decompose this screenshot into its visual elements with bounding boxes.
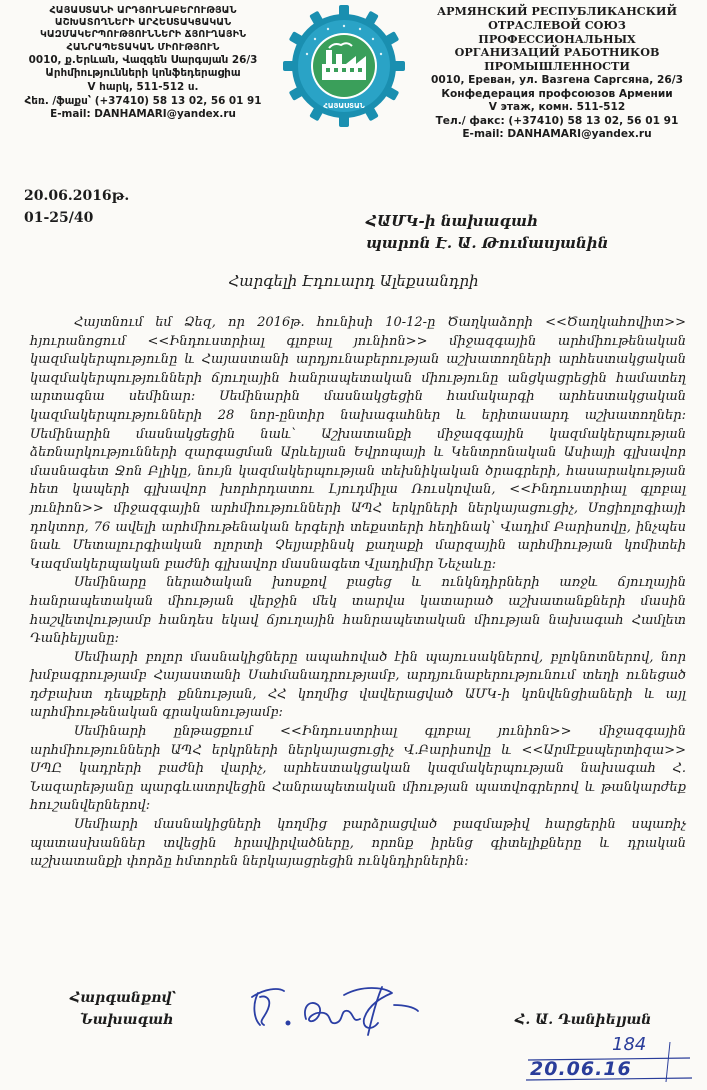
closing-title: Նախագահ — [80, 1012, 174, 1028]
emblem-ring-text: ՀԱՅԱՍՏԱՆ — [323, 102, 365, 110]
stamp-number: 184 — [612, 1034, 647, 1055]
phone-fax: Тел./ факс: (+37410) 58 13 02, 56 01 91 — [435, 114, 679, 127]
reference-number: 01-25/40 — [24, 210, 94, 226]
letter-date: 20.06.2016թ. — [24, 188, 130, 204]
stamp-date: 20.06.16 — [530, 1058, 632, 1080]
org-name-line: ՀԱՆՐԱՊԵՏԱԿԱՆ ՄԻՈՒԹՅՈՒՆ — [66, 41, 220, 53]
handwritten-signature — [244, 975, 424, 1045]
closing-regards: Հարգանքով՝ — [70, 990, 177, 1006]
email: E-mail: DANHAMARI@yandex.ru — [462, 128, 652, 141]
addressee-title: ՀԱՄԿ-ի նախագահ — [366, 212, 539, 230]
address: 0010, ք.Երևան, Վազգեն Սարգսյան 26/3 — [28, 53, 258, 66]
floor: V հարկ, 511-512 ս. — [87, 81, 199, 93]
body-paragraph: Սեմիարի մասնակիցների կողմից բարձրացված բազմաթիվ հարցերին սպառիչ պատասխաններ տվեցին հրավիրվածները, որոնք իրենց գիտելիքները և դրական աշխատանքի փորձը հմտորեն ներկայացրեցին ունկնդիրներին: — [30, 817, 686, 870]
org-name-line: ԿԱԶՄԱԿԵՐՊՈՒԹՅՈՒՆՆԵՐԻ ՃՅՈՒՂԱՅԻՆ — [39, 29, 247, 41]
org-name-line: ՀԱՅԱՍՏԱՆԻ ԱՐԴՅՈՒՆԱԲԵՐՈՒԹՅԱՆ — [49, 5, 237, 16]
org-name-line: ПРОМЫШЛЕННОСТИ — [484, 59, 630, 74]
body-paragraph: Սեմինարի ընթացքում <<Ինդուստրիալ գլոբալ յունիոն>> միջազգային արհմիությունների ԱՊՀ երկրների ներկայացուցիչ Վ.Բարիսովը և <<Արմէքսպերտիզա>> ՍՊԸ կադրերի բաժնի վարիչ, արհեստակցական կազմակերպության նախագահ Հ. Նազարեթյանը պարգևատրվեցին Հանրապետական միության պատվոգրերով և թանկարժեք հուշանվերներով: — [30, 724, 686, 814]
body-paragraph: Սեմինարը ներածական խոսքով բացեց և ունկնդիրների առջև ճյուղային հանրապետական միության վերջին մեկ տարվա կատարած աշխատանքների մասին հաշվետվությամբ հանդես եկավ ճյուղային հանրապետական միության նախագահ Համլետ Դանիելյանը: — [30, 575, 686, 647]
email: E-mail: DANHAMARI@yandex.ru — [50, 108, 236, 121]
letterhead-russian — [410, 5, 704, 142]
letter-body — [30, 314, 686, 872]
floor: V этаж, комн. 511-512 — [488, 101, 626, 114]
address: 0010, Ереван, ул. Вазгена Саргсяна, 26/3 — [430, 73, 683, 86]
addressee — [366, 210, 608, 254]
confederation: Конфедерация профсоюзов Армении — [441, 87, 673, 100]
org-name-line: АРМЯНСКИЙ РЕСПУБЛИКАНСКИЙ — [436, 4, 678, 18]
confederation: Արհմիությունների կոնֆեդերացիա — [45, 67, 241, 80]
org-name-line: ОРГАНИЗАЦИЙ РАБОТНИКОВ — [454, 45, 660, 60]
addressee-name: պարոն Է. Ա. Թումասյանին — [366, 234, 609, 252]
phone-fax: Հեռ. /ֆաքս՝ (+37410) 58 13 02, 56 01 91 — [24, 94, 262, 107]
union-emblem-icon — [282, 4, 406, 128]
salutation: Հարգելի Էդուարդ Ալեքսանդրի — [228, 272, 479, 290]
signer-name: Հ. Ա. Դանիելյան — [515, 1012, 652, 1028]
letterhead-armenian — [4, 5, 282, 122]
body-paragraph: Սեմիարի բոլոր մասնակիցները ապահոված էին պայուսակներով, բլոկնոտներով, նոր խմբագրությամբ Հայաստանի Սահմանադրությամբ, արդյունաբերությունում տեղի ունեցած դժբախտ դեպքերի քննության, ՀՀ կողմից վավերացված ԱՄԿ-ի կոնվենցիաների և այլ արհմիութենական գրականությամբ: — [30, 649, 686, 721]
org-name-line: ԱՇԽԱՏՈՂՆԵՐԻ ԱՐՀԵՍՏԱԿՑԱԿԱՆ — [54, 17, 232, 29]
body-paragraph: Հայտնում եմ Ձեզ, որ 2016թ. հունիսի 10-12-ը Ծաղկաձորի <<Ծաղկահովիտ>> հյուրանոցում <<Ինդուստրիալ գլոբալ յունիոն>> միջազգային արհմիութենական կազմակերպությունը և Հայաստանի արդյունաբերության աշխատողների արհեստակցական կազմակերպությունների ճյուղային հանրապետական միությունը անցկացրեցին համատեղ արտագնա սեմինար: Սեմինարին մասնակցեցին համակարգի արհեստակցական կազմակերպությունների 28 նոր-ընտիր նախագահներ և երիտասարդ աշխատողներ: Սեմինարին մասնակցեցին նաև՝ Աշխատանքի միջազգային կազմակերպության ձեռնարկությունների զարգացման Արևելյան Եվրոպայի և Կենտրոնական Ասիայի գլխավոր մասնագետ Ջոն Բլիկը, նույն կազմակերպության տեխնիկական ծրագրերի, հասարակության հետ կապերի գլխավոր խորհրդատու Լյուդմիլա Ռուսկովան, <<Ինդուստրիալ գլոբալ յունիոն>> միջազգային արհմիությունների ԱՊՀ երկրների ներկայացուցիչ, Սոցիոլոգիայի դոկտոր, 76 ավելի արհմիութենական երգերի տեքստերի հեղինակ՝ Վադիմ Բարիսովը, ինչպես նաև Մետալուրգիական ոլորտի Չելյաբինսկ քաղաքի մարզային արհմիության կոմիտեի Կազմակերպական բաժնի գլխավոր մասնագետ Վլադիմիր Նեչաևը: — [30, 315, 686, 572]
org-name-line: ОТРАСЛЕВОЙ СОЮЗ ПРОФЕССИОНАЛЬНЫХ — [478, 17, 636, 46]
